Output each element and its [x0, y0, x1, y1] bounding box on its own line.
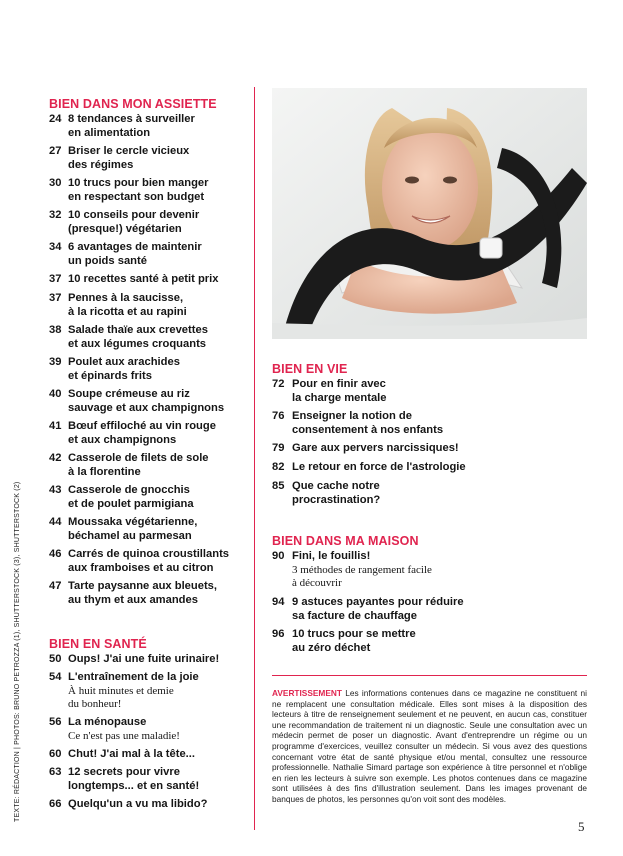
toc-entry-title: Soupe crémeuse au riz [68, 388, 190, 400]
toc-page-number: 30 [49, 177, 62, 189]
toc-entry-title: 9 astuces payantes pour réduire [292, 596, 464, 608]
toc-entry-title: un poids santé [68, 254, 147, 267]
toc-entry-title: au zéro déchet [292, 641, 371, 654]
toc-page-number: 24 [49, 113, 62, 125]
toc-page-number: 47 [49, 580, 62, 592]
toc-entry-title: consentement à nos enfants [292, 423, 444, 436]
section-title-maison: BIEN DANS MA MAISON [272, 534, 419, 548]
toc-entry-title: Casserole de gnocchis [68, 484, 190, 496]
toc-entry-title: Casserole de filets de sole [68, 452, 209, 464]
toc-entry-title: Moussaka végétarienne, [68, 516, 198, 528]
toc-entry-title: au thym et aux amandes [68, 593, 198, 606]
section-title-assiette: BIEN DANS MON ASSIETTE [49, 97, 217, 111]
toc-entry-title: longtemps... et en santé! [68, 779, 200, 792]
toc-entry-title: Quelqu'un a vu ma libido? [68, 798, 208, 810]
toc-entry-title: L'entraînement de la joie [68, 671, 199, 683]
toc-page-number: 46 [49, 548, 62, 560]
toc-entry-subtitle: Ce n'est pas une maladie! [68, 729, 180, 742]
credits-vertical: TEXTE: RÉDACTION | PHOTOS: BRUNO PETROZZA (1), SHUTTERSTOCK (3), SHUTTERSTOCK (2) [14, 481, 21, 822]
toc-page-number: 79 [272, 442, 285, 454]
toc-page-number: 37 [49, 273, 62, 285]
toc-entry-title: (presque!) végétarien [68, 222, 182, 235]
toc-entry-title: Poulet aux arachides [68, 356, 180, 368]
toc-page-number: 27 [49, 145, 62, 157]
toc-entry-title: Gare aux pervers narcissiques! [292, 442, 459, 454]
toc-entry-title: 10 recettes santé à petit prix [68, 273, 219, 285]
toc-page-number: 43 [49, 484, 62, 496]
toc-page-number: 63 [49, 766, 62, 778]
toc-page-number: 50 [49, 653, 62, 665]
toc-entry-title: 8 tendances à surveiller [68, 113, 195, 125]
toc-entry-title: Chut! J'ai mal à la tête... [68, 748, 196, 760]
toc-entry-title: et aux champignons [68, 433, 177, 446]
warning-text: Les informations contenues dans ce magazine ne constituent ni ne remplacent une consultation médicale. Elles sont mises à la disposition des lecteurs à titre de renseignement seulement et ne peuvent, en aucun cas, constituer une recommandation de traitement ni un diagnostic. Seule une consultation avec un médecin permet de poser un diagnostic. Avant d'entreprendre un régime ou un programme d'exercices, veuillez consulter un médecin. Si vous avez des questions concernant votre état de santé physique et/ou mental, consultez une ressource professionnelle. Nathalie Simard partage son expérience à titre personnel et n'oblige en rien les lecteurs à suivre son exemple. Les photos contenues dans ce magazine sont utilisées à des fins d'illustration seulement. Dans les images provenant de banques de photos, les personnes qu'on voit sont des modèles. [272, 688, 587, 804]
toc-entry-title: en respectant son budget [68, 190, 205, 203]
toc-entry-subtitle: du bonheur! [68, 698, 122, 710]
cover-photo [272, 88, 587, 339]
toc-page-number: 96 [272, 628, 285, 640]
toc-entry-title: Briser le cercle vicieux [68, 145, 190, 157]
toc-page-number: 41 [49, 420, 62, 432]
toc-page-number: 44 [49, 516, 62, 528]
toc-page-number: 56 [49, 716, 62, 728]
toc-entry-title: béchamel au parmesan [68, 529, 192, 542]
toc-entry-title: 6 avantages de maintenir [68, 241, 202, 253]
section-title-sante: BIEN EN SANTÉ [49, 637, 147, 651]
toc-entry-title: à la ricotta et au rapini [68, 305, 187, 318]
toc-entry-title: Pennes à la saucisse, [68, 292, 184, 304]
toc-entry-title: sa facture de chauffage [292, 609, 417, 622]
toc-page-number: 72 [272, 378, 285, 390]
toc-entry-title: 12 secrets pour vivre [68, 766, 180, 778]
toc-entry-title: et épinards frits [68, 369, 152, 382]
toc-entry-title: Que cache notre [292, 480, 380, 492]
toc-entry-title: 10 trucs pour se mettre [292, 628, 416, 640]
toc-entry-title: et aux légumes croquants [68, 337, 207, 350]
warning-divider [272, 675, 587, 676]
toc-entry-subtitle: À huit minutes et demie [68, 684, 174, 697]
toc-page-number: 37 [49, 292, 62, 304]
toc-entry-title: Enseigner la notion de [292, 410, 412, 422]
toc-entry-title: Oups! J'ai une fuite urinaire! [68, 653, 220, 665]
toc-page-number: 85 [272, 480, 285, 492]
toc-page-number: 82 [272, 461, 285, 473]
toc-page-number: 38 [49, 324, 62, 336]
toc-page-number: 60 [49, 748, 62, 760]
toc-page-number: 54 [49, 671, 62, 683]
toc-entry-title: la charge mentale [292, 391, 387, 404]
section-title-vie: BIEN EN VIE [272, 362, 348, 376]
toc-entry-title: procrastination? [292, 493, 381, 506]
column-divider [254, 87, 255, 830]
toc-entry-title: Fini, le fouillis! [292, 550, 371, 562]
toc-entry-title: et de poulet parmigiana [68, 497, 194, 510]
toc-entry-title: Tarte paysanne aux bleuets, [68, 580, 218, 592]
toc-entry-title: 10 trucs pour bien manger [68, 177, 209, 189]
warning-title: AVERTISSEMENT [272, 688, 342, 698]
page-number: 5 [578, 819, 585, 834]
toc-entry-title: 10 conseils pour devenir [68, 209, 200, 221]
toc-entry-title: Le retour en force de l'astrologie [292, 461, 466, 473]
toc-entry-title: des régimes [68, 158, 134, 171]
toc-entry-title: sauvage et aux champignons [68, 401, 225, 414]
toc-entry-title: Bœuf effiloché au vin rouge [68, 420, 216, 432]
toc-entry-title: Salade thaïe aux crevettes [68, 324, 208, 336]
toc-page-number: 34 [49, 241, 62, 253]
toc-page-number: 39 [49, 356, 62, 368]
toc-page-number: 94 [272, 596, 285, 608]
toc-entry-title: à la florentine [68, 465, 141, 478]
toc-entry-subtitle: 3 méthodes de rangement facile [292, 563, 432, 576]
toc-entry-title: en alimentation [68, 126, 151, 139]
warning-box [272, 688, 587, 805]
toc-page-number: 90 [272, 550, 285, 562]
toc-page-number: 40 [49, 388, 62, 400]
toc-page-number: 76 [272, 410, 285, 422]
toc-entry-title: La ménopause [68, 716, 147, 728]
toc-page-number: 42 [49, 452, 62, 464]
toc-entry-title: Carrés de quinoa croustillants [68, 548, 230, 560]
toc-entry-title: Pour en finir avec [292, 378, 386, 390]
toc-entry-subtitle: à découvrir [292, 577, 342, 589]
toc-page-number: 66 [49, 798, 62, 810]
toc-page-number: 32 [49, 209, 62, 221]
toc-entry-title: aux framboises et au citron [68, 561, 214, 574]
